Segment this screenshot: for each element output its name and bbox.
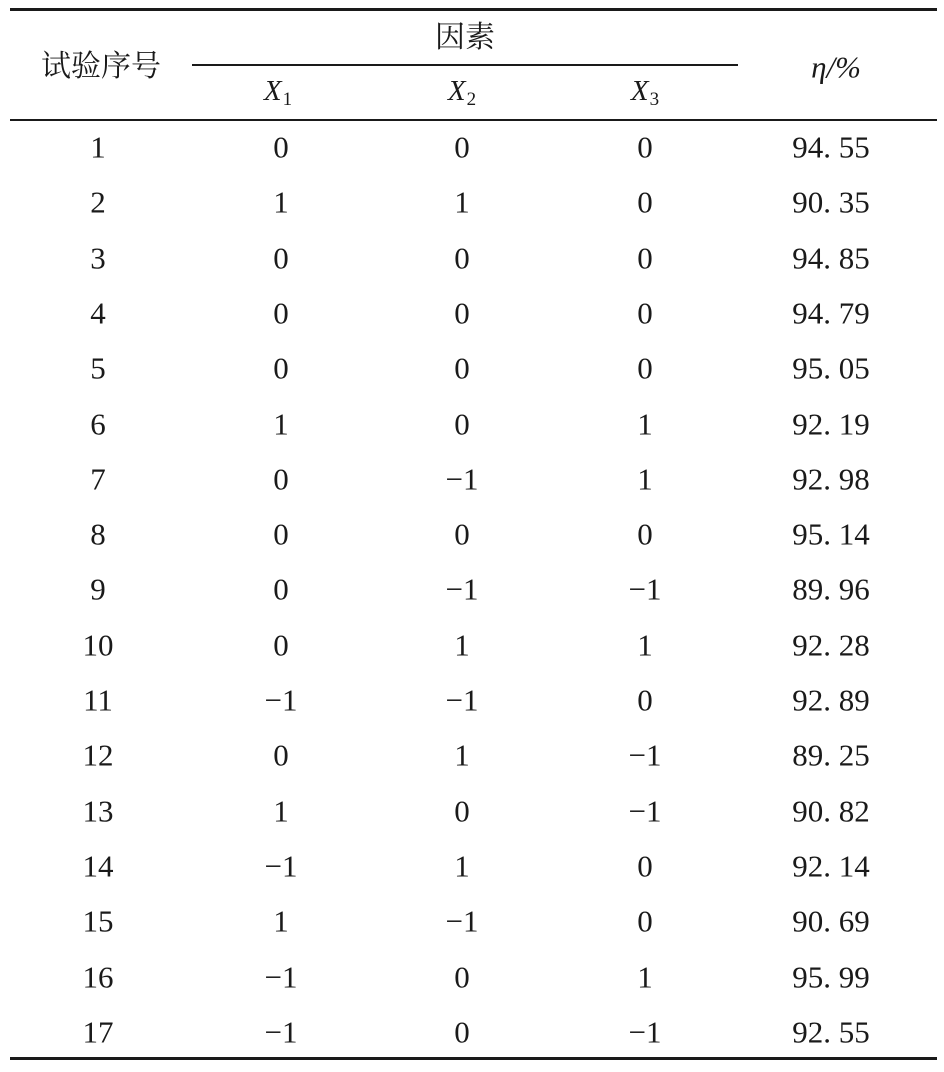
x2-cell: 0: [454, 350, 470, 386]
efficiency-cell: 92. 89: [792, 682, 870, 718]
x3-cell: −1: [628, 1014, 662, 1050]
efficiency-cell: 92. 98: [792, 461, 870, 497]
x1-cell: 0: [273, 295, 289, 331]
x1-cell: 0: [273, 350, 289, 386]
trial-no-cell: 4: [90, 295, 106, 331]
trial-no-cell: 5: [90, 350, 106, 386]
x1-cell: 0: [273, 516, 289, 552]
x3-cell: 0: [637, 240, 653, 276]
x2-cell: 1: [454, 184, 470, 220]
header-factor-x2: $X_2$: [447, 75, 477, 110]
header-factors: 因素: [435, 20, 495, 55]
trial-no-cell: 2: [90, 184, 106, 220]
efficiency-cell: 94. 79: [792, 295, 870, 331]
efficiency-cell: 89. 96: [792, 571, 870, 607]
x1-cell: 0: [273, 571, 289, 607]
x1-cell: −1: [264, 848, 298, 884]
x1-cell: 0: [273, 129, 289, 165]
x3-cell: −1: [628, 737, 662, 773]
x2-cell: 0: [454, 516, 470, 552]
trial-no-cell: 14: [82, 848, 114, 884]
x3-cell: 0: [637, 184, 653, 220]
x2-cell: 0: [454, 406, 470, 441]
x3-cell: 0: [637, 903, 653, 939]
trial-no-cell: 12: [82, 737, 114, 773]
x1-cell: 0: [273, 737, 289, 773]
x3-cell: 0: [637, 129, 653, 165]
efficiency-cell: 89. 25: [792, 737, 870, 773]
trial-no-cell: 15: [82, 903, 114, 939]
x2-cell: −1: [445, 682, 479, 718]
x2-cell: 1: [454, 737, 470, 773]
x3-cell: 1: [637, 406, 653, 441]
x2-cell: −1: [445, 461, 479, 497]
x3-cell: 1: [637, 627, 653, 663]
efficiency-cell: 92. 19: [792, 406, 870, 441]
efficiency-cell: 90. 35: [792, 184, 870, 220]
x2-cell: 1: [454, 848, 470, 884]
efficiency-cell: 92. 55: [792, 1014, 870, 1050]
header-trial-no: 试验序号: [41, 49, 161, 84]
efficiency-cell: 92. 14: [792, 848, 870, 884]
factor-group-rule: [192, 64, 738, 66]
x2-cell: 0: [454, 295, 470, 331]
table-header-rule: [10, 119, 937, 121]
x2-cell: 0: [454, 793, 470, 829]
efficiency-cell: 94. 85: [792, 240, 870, 276]
x2-cell: −1: [445, 903, 479, 939]
trial-no-cell: 11: [83, 682, 113, 718]
trial-no-cell: 1: [90, 129, 106, 165]
x2-cell: 0: [454, 1014, 470, 1050]
x3-cell: 1: [637, 959, 653, 994]
x2-cell: 0: [454, 959, 470, 994]
x1-cell: 0: [273, 627, 289, 663]
header-efficiency: η/%: [811, 49, 861, 85]
x2-cell: 0: [454, 129, 470, 165]
trial-no-cell: 7: [90, 461, 106, 497]
efficiency-cell: 90. 69: [792, 903, 870, 939]
x1-cell: −1: [264, 682, 298, 718]
x3-cell: 0: [637, 848, 653, 884]
trial-no-cell: 10: [82, 627, 114, 663]
x3-cell: 1: [637, 461, 653, 497]
table-top-rule: [10, 8, 937, 11]
efficiency-cell: 92. 28: [792, 627, 870, 663]
x1-cell: 0: [273, 461, 289, 497]
x1-cell: 1: [273, 184, 289, 220]
x3-cell: 0: [637, 682, 653, 718]
trial-no-cell: 16: [82, 959, 114, 994]
x3-cell: −1: [628, 571, 662, 607]
header-factor-x1: $X_1$: [263, 75, 293, 110]
efficiency-cell: 95. 05: [792, 350, 870, 386]
header-factor-x3: $X_3$: [630, 75, 660, 110]
x1-cell: 1: [273, 793, 289, 829]
x1-cell: 1: [273, 903, 289, 939]
x3-cell: 0: [637, 350, 653, 386]
x2-cell: 0: [454, 240, 470, 276]
efficiency-cell: 94. 55: [792, 129, 870, 165]
x3-cell: 0: [637, 295, 653, 331]
trial-no-cell: 9: [90, 571, 106, 607]
x2-cell: 1: [454, 627, 470, 663]
trial-no-cell: 3: [90, 240, 106, 276]
trial-no-cell: 13: [82, 793, 114, 829]
x1-cell: 0: [273, 240, 289, 276]
efficiency-cell: 95. 14: [792, 516, 870, 552]
x1-cell: 1: [273, 406, 289, 441]
table-bottom-rule: [10, 1057, 937, 1060]
x1-cell: −1: [264, 959, 298, 994]
x3-cell: 0: [637, 516, 653, 552]
x3-cell: −1: [628, 793, 662, 829]
x2-cell: −1: [445, 571, 479, 607]
x1-cell: −1: [264, 1014, 298, 1050]
efficiency-cell: 95. 99: [792, 959, 870, 994]
trial-no-cell: 8: [90, 516, 106, 552]
trial-no-cell: 6: [90, 406, 106, 441]
efficiency-cell: 90. 82: [792, 793, 870, 829]
trial-no-cell: 17: [82, 1014, 114, 1050]
